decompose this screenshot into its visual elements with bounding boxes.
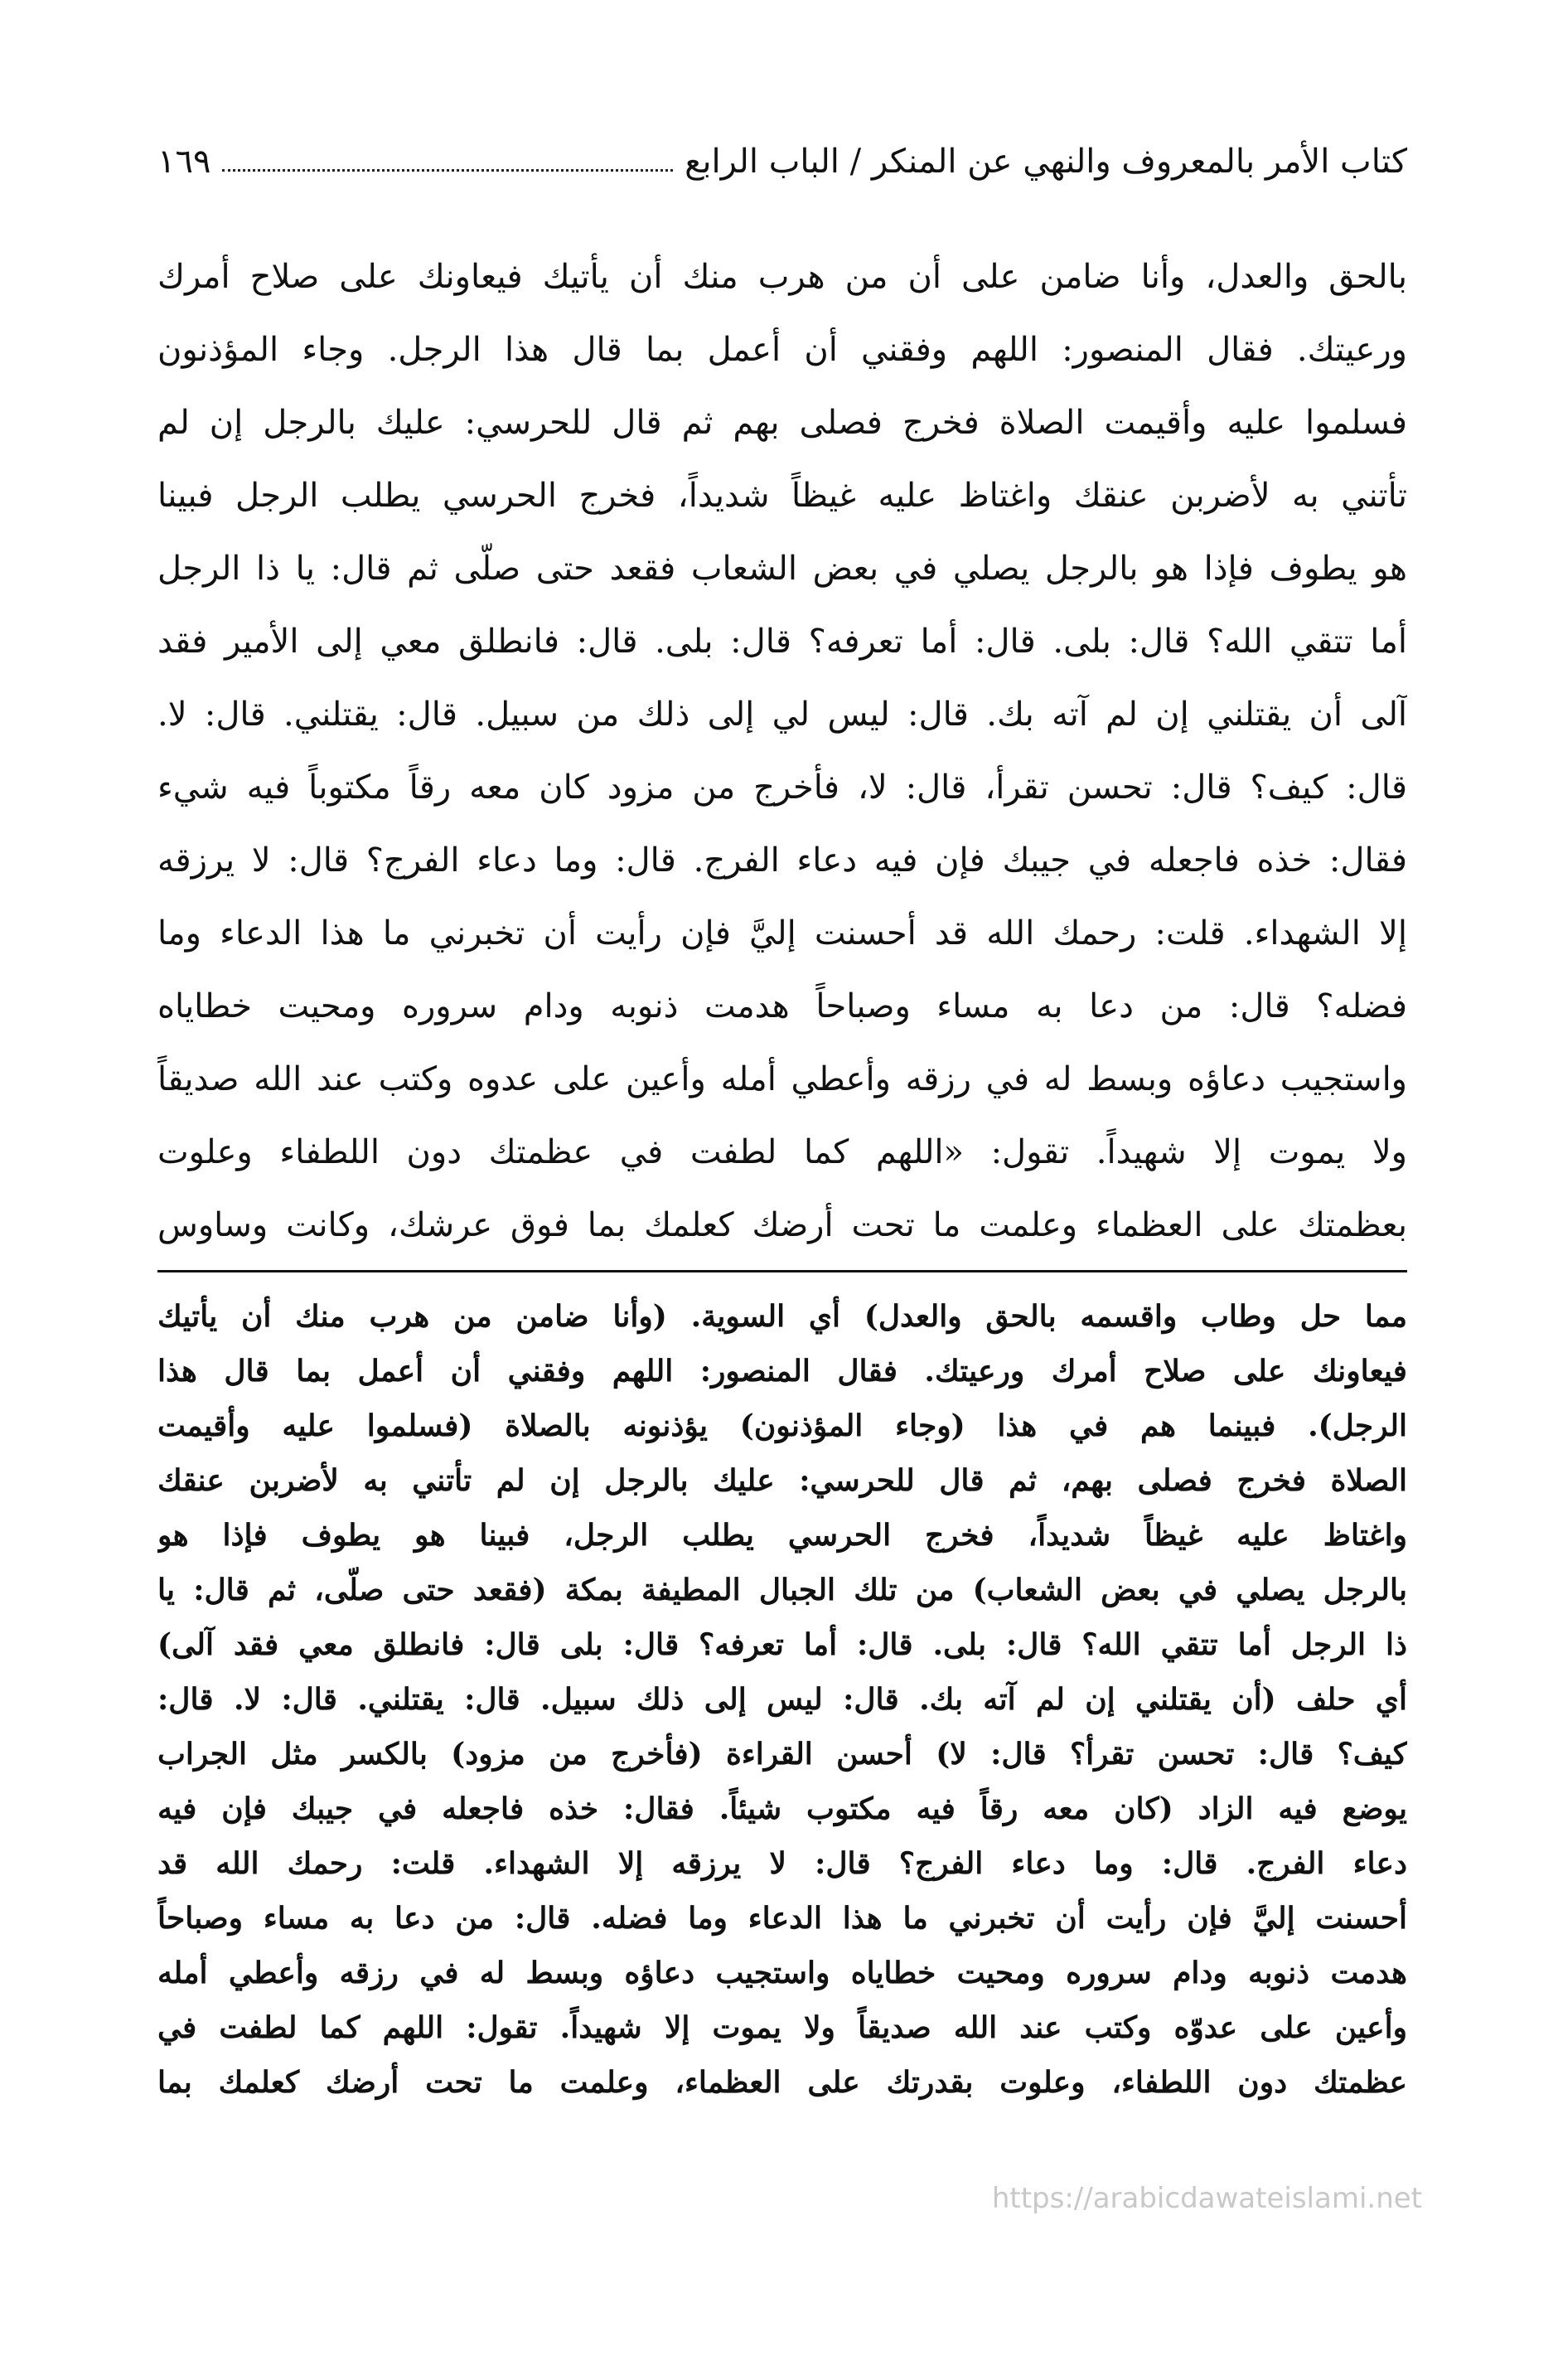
commentary-line: وأعين على عدوّه وكتب عند الله صديقاً ولا يموت إلا شهيداً. تقول: اللهم كما لطفت في — [157, 2010, 1407, 2045]
commentary-line: عظمتك دون اللطفاء، وعلوت بقدرتك على العظماء، وعلمت ما تحت أرضك كعلمك بما — [157, 2065, 1407, 2100]
commentary-line: فيعاونك على صلاح أمرك ورعيتك. فقال المنصور: اللهم وفقني أن أعمل بما قال هذا — [157, 1354, 1407, 1389]
main-text-line: هو يطوف فإذا هو بالرجل يصلي في بعض الشعاب فقعد حتى صلّى ثم قال: يا ذا الرجل — [157, 550, 1407, 588]
commentary-line: كيف؟ قال: تحسن تقرأ؟ قال: لا) أحسن القراءة (فأخرج من مزود) بالكسر مثل الجراب — [157, 1737, 1407, 1772]
commentary-line: هدمت ذنوبه ودام سروره ومحيت خطاياه واستجيب دعاؤه وبسط له في رزقه وأعطي أمله — [157, 1956, 1407, 1990]
commentary-text — [157, 1289, 1407, 2110]
running-header — [157, 133, 1407, 191]
commentary-line: يوضع فيه الزاد (كان معه رقاً فيه مكتوب شيئاً. فقال: خذه فاجعله في جيبك فإن فيه — [157, 1791, 1407, 1826]
main-text-line: أما تتقي الله؟ قال: بلى. قال: أما تعرفه؟ قال: بلى. قال: فانطلق معي إلى الأمير فقد — [157, 623, 1407, 661]
commentary-line: واغتاظ عليه غيظاً شديداً، فخرج الحرسي يطلب الرجل، فبينا هو يطوف فإذا هو — [157, 1518, 1407, 1553]
footnote-divider — [157, 1270, 1407, 1272]
commentary-line: دعاء الفرج. قال: وما دعاء الفرج؟ قال: لا يرزقه إلا الشهداء. قلت: رحمك الله قد — [157, 1846, 1407, 1881]
main-text-line: ورعيتك. فقال المنصور: اللهم وفقني أن أعمل بما قال هذا الرجل. وجاء المؤذنون — [157, 331, 1407, 369]
commentary-line: ذا الرجل أما تتقي الله؟ قال: بلى. قال: أما تعرفه؟ قال: بلى قال: فانطلق معي فقد آلى) — [157, 1627, 1407, 1662]
commentary-line: مما حل وطاب واقسمه بالحق والعدل) أي السوية. (وأنا ضامن من هرب منك أن يأتيك — [157, 1299, 1407, 1334]
main-text-line: فسلموا عليه وأقيمت الصلاة فخرج فصلى بهم ثم قال للحرسي: عليك بالرجل إن لم — [157, 404, 1407, 442]
main-text-line: تأتني به لأضربن عنقك واغتاظ عليه غيظاً شديداً، فخرج الحرسي يطلب الرجل فبينا — [157, 477, 1407, 515]
main-text-line: فقال: خذه فاجعله في جيبك فإن فيه دعاء الفرج. قال: وما دعاء الفرج؟ قال: لا يرزقه — [157, 841, 1407, 880]
commentary-line: أي حلف (أن يقتلني إن لم آته بك. قال: ليس إلى ذلك سبيل. قال: يقتلني. قال: لا. قال: — [157, 1682, 1407, 1717]
commentary-line: بالرجل يصلي في بعض الشعاب) من تلك الجبال المطيفة بمكة (فقعد حتى صلّى، ثم قال: يا — [157, 1573, 1407, 1607]
page-number: ١٦٩ — [157, 143, 211, 181]
main-text-line: واستجيب دعاؤه وبسط له في رزقه وأعطي أمله وأعين على عدوه وكتب عند الله صديقاً — [157, 1060, 1407, 1098]
main-text-line: إلا الشهداء. قلت: رحمك الله قد أحسنت إليَّ فإن رأيت أن تخبرني ما هذا الدعاء وما — [157, 914, 1407, 952]
main-text — [157, 240, 1407, 1262]
commentary-line: الرجل). فبينما هم في هذا (وجاء المؤذنون) يؤذنونه بالصلاة (فسلموا عليه وأقيمت — [157, 1408, 1407, 1443]
header-leader-dots — [222, 169, 673, 172]
commentary-line: الصلاة فخرج فصلى بهم، ثم قال للحرسي: عليك بالرجل إن لم تأتني به لأضربن عنقك — [157, 1463, 1407, 1498]
main-text-line: بعظمتك على العظماء وعلمت ما تحت أرضك كعلمك بما فوق عرشك، وكانت وساوس — [157, 1206, 1407, 1244]
main-text-line: فضله؟ قال: من دعا به مساء وصباحاً هدمت ذنوبه ودام سروره ومحيت خطاياه — [157, 987, 1407, 1025]
main-text-line: قال: كيف؟ قال: تحسن تقرأ، قال: لا، فأخرج من مزود كان معه رقاً مكتوباً فيه شيء — [157, 768, 1407, 807]
main-text-line: بالحق والعدل، وأنا ضامن على أن من هرب منك أن يأتيك فيعاونك على صلاح أمرك — [157, 258, 1407, 296]
main-text-line: ولا يموت إلا شهيداً. تقول: «اللهم كما لطفت في عظمتك دون اللطفاء وعلوت — [157, 1133, 1407, 1171]
header-title: كتاب الأمر بالمعروف والنهي عن المنكر / الباب الرابع — [685, 143, 1407, 181]
main-text-line: آلى أن يقتلني إن لم آته بك. قال: ليس لي إلى ذلك من سبيل. قال: يقتلني. قال: لا. — [157, 696, 1407, 734]
watermark-url: https://arabicdawateislami.net — [991, 2182, 1422, 2215]
commentary-line: أحسنت إليَّ فإن رأيت أن تخبرني ما هذا الدعاء وما فضله. قال: من دعا به مساء وصباحاً — [157, 1901, 1407, 1936]
